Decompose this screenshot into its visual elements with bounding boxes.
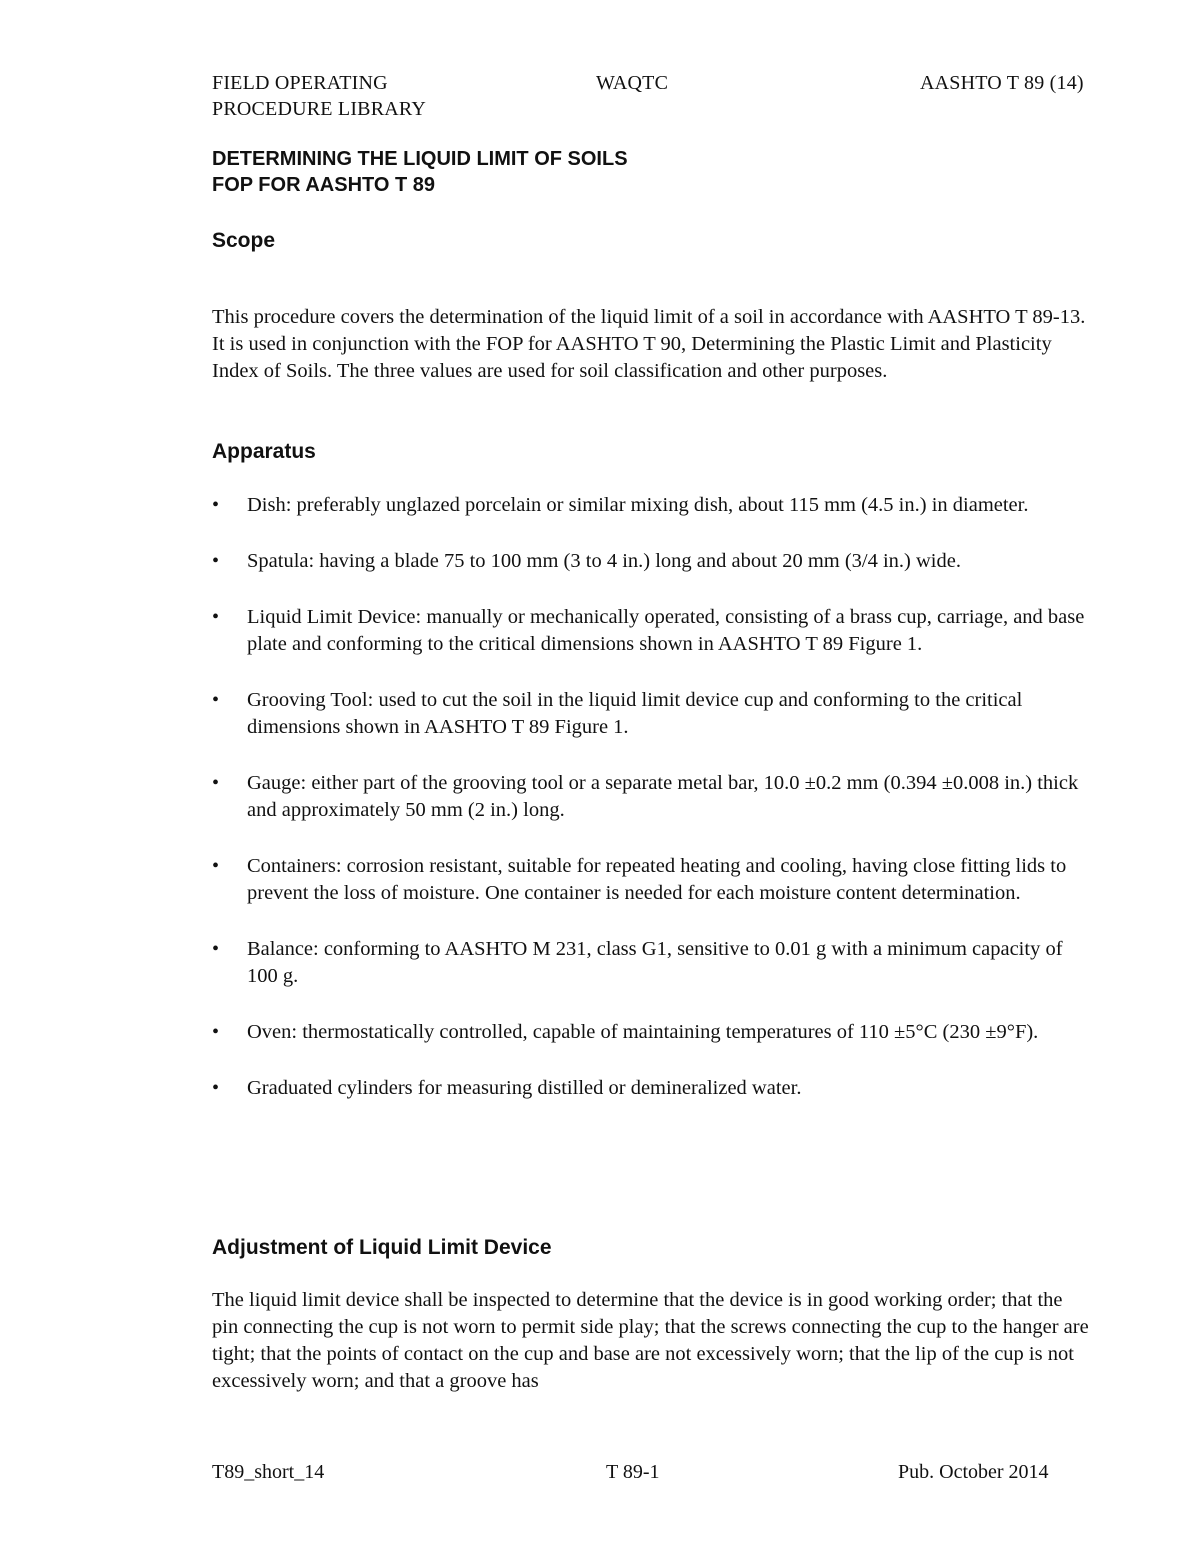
bullet-icon: • (212, 855, 220, 877)
bullet-icon: • (212, 1077, 220, 1099)
document-title (212, 146, 628, 198)
scope-paragraph: This procedure covers the determination of the liquid limit of a soil in accordance with AASHTO T 89-13. It is used in conjunction with the FOP for AASHTO T 90, Determining the Plastic Limit and Plasticity Index of Soils. The three values are used for soil classification and other purposes. (212, 306, 1086, 382)
bullet-icon: • (212, 550, 220, 572)
bullet-icon: • (212, 938, 220, 960)
apparatus-item-dish (212, 492, 1092, 519)
bullet-icon: • (212, 494, 220, 516)
scope-heading: Scope (212, 229, 276, 252)
apparatus-item-text: Dish: preferably unglazed porcelain or similar mixing dish, about 115 mm (4.5 in.) in diameter. (247, 494, 1029, 516)
document-title-line1: DETERMINING THE LIQUID LIMIT OF SOILS (212, 148, 628, 170)
bullet-icon: • (212, 606, 220, 628)
apparatus-item-balance (212, 936, 1092, 990)
apparatus-item-text: Gauge: either part of the grooving tool or a separate metal bar, 10.0 ±0.2 mm (0.394 ±0.008 in.) thick and approximately 50 mm (2 in.) long. (247, 772, 1079, 821)
adjustment-paragraph: The liquid limit device shall be inspected to determine that the device is in good working order; that the pin connecting the cup is not worn to permit side play; that the screws connecting the cup to the hanger are tight; that the points of contact on the cup and base are not excessively worn; that the lip of the cup is not excessively worn; and that a groove has (212, 1289, 1089, 1392)
apparatus-item-spatula (212, 548, 1092, 575)
apparatus-item-gauge (212, 770, 1092, 824)
apparatus-item-text: Grooving Tool: used to cut the soil in the liquid limit device cup and conforming to the critical dimensions shown in AASHTO T 89 Figure 1. (247, 689, 1023, 738)
apparatus-item-oven (212, 1019, 1092, 1046)
apparatus-item-text: Liquid Limit Device: manually or mechanically operated, consisting of a brass cup, carriage, and base plate and conforming to the critical dimensions shown in AASHTO T 89 Figure 1. (247, 606, 1085, 655)
apparatus-item-text: Oven: thermostatically controlled, capable of maintaining temperatures of 110 ±5°C (230 ±9°F). (247, 1021, 1039, 1043)
document-title-line2: FOP FOR AASHTO T 89 (212, 174, 435, 196)
header-standard-id: AASHTO T 89 (14) (920, 72, 1084, 94)
bullet-icon: • (212, 689, 220, 711)
apparatus-item-text: Graduated cylinders for measuring distilled or demineralized water. (247, 1077, 802, 1099)
footer-publication-date: Pub. October 2014 (898, 1461, 1049, 1483)
apparatus-item-grooving-tool (212, 687, 1092, 741)
bullet-icon: • (212, 772, 220, 794)
header-library-line1: FIELD OPERATING (212, 72, 388, 94)
header-library-name (212, 70, 426, 122)
header-organization: WAQTC (596, 72, 669, 94)
apparatus-heading: Apparatus (212, 440, 316, 463)
bullet-icon: • (212, 1021, 220, 1043)
footer-file-name: T89_short_14 (212, 1461, 325, 1483)
apparatus-item-text: Balance: conforming to AASHTO M 231, class G1, sensitive to 0.01 g with a minimum capacity of 100 g. (247, 938, 1063, 987)
apparatus-item-graduated-cylinders (212, 1075, 1092, 1102)
footer-page-number: T 89-1 (606, 1461, 660, 1483)
apparatus-item-text: Containers: corrosion resistant, suitable for repeated heating and cooling, having close fitting lids to prevent the loss of moisture. One container is needed for each moisture content determination. (247, 855, 1067, 904)
apparatus-item-containers (212, 853, 1092, 907)
apparatus-item-text: Spatula: having a blade 75 to 100 mm (3 to 4 in.) long and about 20 mm (3/4 in.) wide. (247, 550, 961, 572)
apparatus-list (212, 492, 1092, 1131)
header-library-line2: PROCEDURE LIBRARY (212, 98, 426, 120)
adjustment-heading: Adjustment of Liquid Limit Device (212, 1236, 552, 1259)
apparatus-item-liquid-limit-device (212, 604, 1092, 658)
